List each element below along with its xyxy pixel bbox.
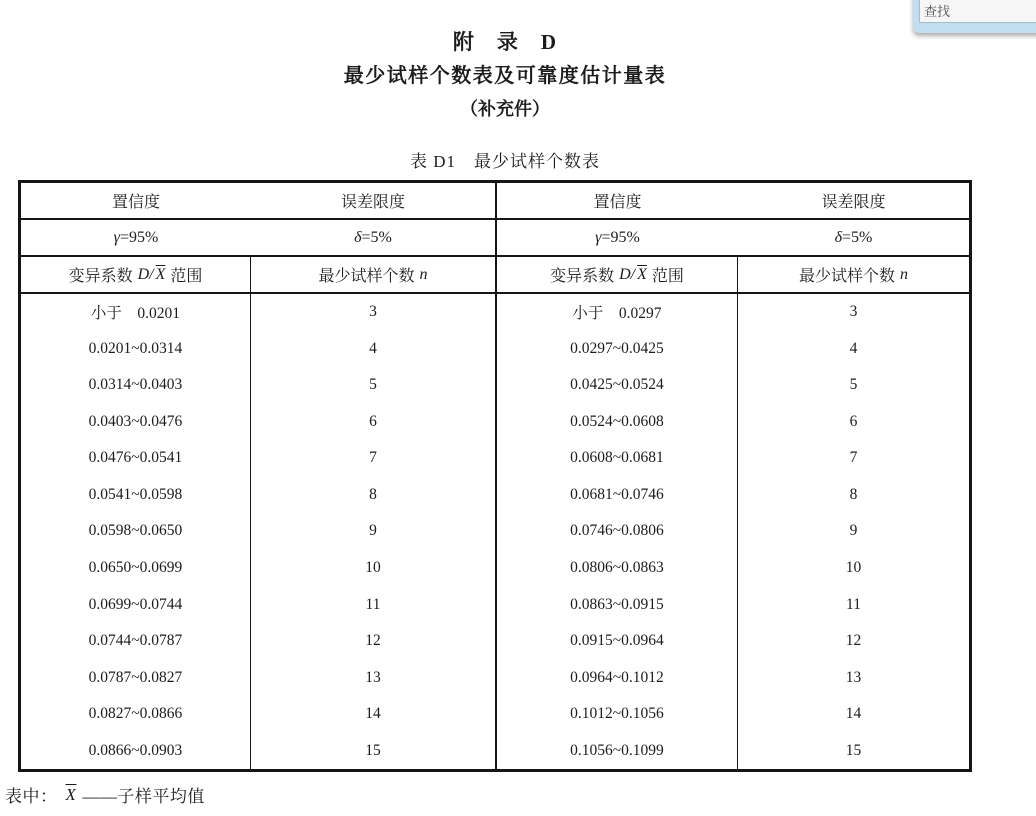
n-prefix: 最少试样个数 <box>318 268 415 285</box>
table-cell-range-left: 0.0598~0.0650 <box>21 513 251 550</box>
delta-value: =5% <box>842 228 873 246</box>
table-cell-range-left: 0.0866~0.0903 <box>21 732 251 769</box>
table-cell-range-left: 0.0787~0.0827 <box>21 659 251 696</box>
header-gamma-right <box>497 220 738 257</box>
table-cell-range-right: 0.0681~0.0746 <box>497 477 738 514</box>
table-cell-n-right: 15 <box>845 741 862 759</box>
table-cell-n-right: 13 <box>845 668 862 686</box>
appendix-title: 附 录 D <box>452 30 558 54</box>
n-symbol: n <box>900 265 908 283</box>
supplement-note: （补充件） <box>460 99 550 119</box>
table-cell-n-right: 14 <box>845 705 862 723</box>
header-error-left: 误差限度 <box>251 183 497 220</box>
cv-xbar-symbol: $\overline{X}$ <box>155 265 166 283</box>
footnote-prefix: 表中： <box>5 787 58 806</box>
table-cell-n-left: 11 <box>251 586 497 623</box>
table-cell-range-right: 0.1056~0.1099 <box>497 732 738 769</box>
table-cell-n-right: 12 <box>845 632 862 650</box>
footnote-text: ——子样平均值 <box>82 787 205 806</box>
min-specimen-table <box>18 180 972 772</box>
table-cell-range-left: 0.0201~0.0314 <box>21 331 251 368</box>
table-cell-range-left: 0.0744~0.0787 <box>21 623 251 660</box>
table-caption: 表 D1 最少试样个数表 <box>409 152 601 171</box>
table-cell-range-left: 0.0403~0.0476 <box>21 404 251 441</box>
table-cell-n-right: 10 <box>845 559 862 577</box>
gamma-symbol: γ <box>595 228 602 246</box>
table-cell-range-left: 0.0314~0.0403 <box>21 367 251 404</box>
table-cell-n-left: 12 <box>251 623 497 660</box>
table-cell-range-left: 0.0827~0.0866 <box>21 696 251 733</box>
gamma-value: =95% <box>119 228 159 246</box>
cv-prefix: 变异系数 <box>550 268 615 285</box>
header-n-right <box>738 257 969 294</box>
table-cell-n-left: 14 <box>251 696 497 733</box>
table-cell-range-right: 0.0746~0.0806 <box>497 513 738 550</box>
delta-symbol: δ <box>354 228 362 246</box>
table-cell-n-right: 7 <box>849 449 858 467</box>
table-cell-n-right: 6 <box>849 412 858 430</box>
table-footnote <box>5 782 205 807</box>
table-cell-range-right: 0.0297~0.0425 <box>497 331 738 368</box>
table-cell-n-left: 9 <box>251 513 497 550</box>
header-cv-range-right <box>497 257 738 294</box>
table-cell-n-left: 5 <box>251 367 497 404</box>
table-cell-n-left: 13 <box>251 659 497 696</box>
table-cell-n-left: 3 <box>251 294 497 331</box>
table-cell-n-right: 5 <box>849 376 858 394</box>
header-n-left <box>251 257 497 294</box>
table-cell-range-right: 小于 0.0297 <box>497 294 738 331</box>
table-cell-range-right: 0.0863~0.0915 <box>497 586 738 623</box>
gamma-value: =95% <box>601 228 640 246</box>
table-cell-range-right: 0.0806~0.0863 <box>497 550 738 587</box>
header-gamma-left <box>21 220 251 257</box>
table-cell-n-right: 3 <box>849 303 858 321</box>
table-cell-range-left: 0.0699~0.0744 <box>21 586 251 623</box>
n-symbol: n <box>419 265 428 283</box>
table-cell-n-left: 7 <box>251 440 497 477</box>
table-cell-n-right: 11 <box>846 595 861 613</box>
table-cell-range-right: 0.0964~0.1012 <box>497 659 738 696</box>
table-cell-range-right: 0.0608~0.0681 <box>497 440 738 477</box>
header-error-right: 误差限度 <box>738 183 969 220</box>
header-delta-right <box>738 220 969 257</box>
table-cell-range-left: 0.0476~0.0541 <box>21 440 251 477</box>
table-cell-range-left: 0.0650~0.0699 <box>21 550 251 587</box>
table-cell-n-left: 8 <box>251 477 497 514</box>
table-cell-n-left: 4 <box>251 331 497 368</box>
n-prefix: 最少试样个数 <box>798 268 895 285</box>
table-cell-n-left: 10 <box>251 550 497 587</box>
header-confidence-left: 置信度 <box>21 183 251 220</box>
table-cell-n-right: 8 <box>849 485 858 503</box>
cv-suffix: 范围 <box>651 268 684 285</box>
table-cell-range-right: 0.1012~0.1056 <box>497 696 738 733</box>
cv-prefix: 变异系数 <box>68 268 133 285</box>
delta-symbol: δ <box>834 228 843 246</box>
find-input[interactable] <box>919 0 1036 23</box>
header-cv-range-left <box>21 257 251 294</box>
header-confidence-right: 置信度 <box>497 183 738 220</box>
table-cell-n-right: 4 <box>849 339 858 357</box>
footnote-xbar-symbol: $\overline{X}$ <box>65 784 77 804</box>
delta-value: =5% <box>361 228 392 246</box>
cv-xbar-symbol: $\overline{X}$ <box>637 265 647 283</box>
table-cell-n-left: 15 <box>251 732 497 769</box>
table-cell-range-right: 0.0915~0.0964 <box>497 623 738 660</box>
header-delta-left <box>251 220 497 257</box>
cv-d-symbol: D/ <box>137 265 154 283</box>
gamma-symbol: γ <box>113 228 120 246</box>
cv-suffix: 范围 <box>170 268 203 285</box>
table-cell-n-left: 6 <box>251 404 497 441</box>
document-subtitle: 最少试样个数表及可靠度估计量表 <box>343 65 667 87</box>
table-cell-range-right: 0.0524~0.0608 <box>497 404 738 441</box>
table-cell-range-right: 0.0425~0.0524 <box>497 367 738 404</box>
table-cell-n-right: 9 <box>849 522 858 540</box>
cv-d-symbol: D/ <box>619 265 636 283</box>
table-cell-range-left: 小于 0.0201 <box>21 294 251 331</box>
table-cell-range-left: 0.0541~0.0598 <box>21 477 251 514</box>
